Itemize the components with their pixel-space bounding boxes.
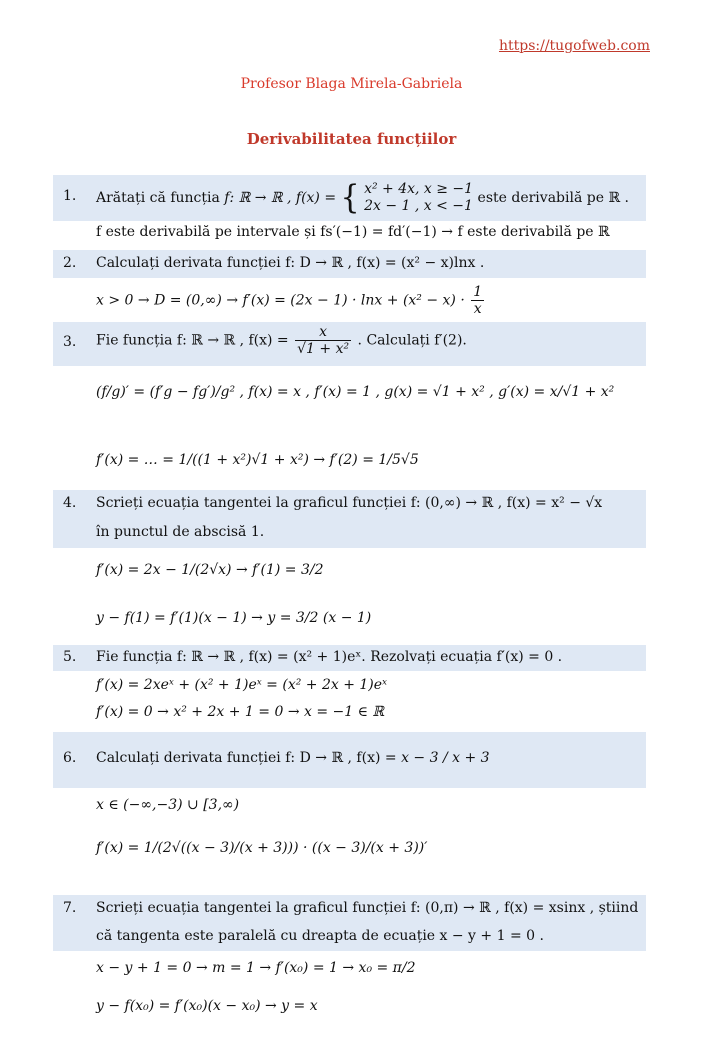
- problem-7: [53, 895, 646, 951]
- answer-7-tangent: y − f(x₀) = f′(x₀)(x − x₀) → y = x: [96, 998, 318, 1014]
- problem-1: [53, 175, 646, 221]
- problem-text-line-1: Scrieți ecuația tangentei la graficul funcției f: (0,π) → ℝ , f(x) = xsinx , știind: [96, 900, 639, 916]
- problem-2: [53, 250, 646, 278]
- problem-number: 6.: [63, 750, 77, 766]
- page-title: Derivabilitatea funcțiilor: [246, 130, 457, 148]
- problem-3: [53, 322, 646, 366]
- problem-text: Fie funcția f: ℝ → ℝ , f(x) = $\frac{x}{\text{√1 + x²}}$ . Calculați f′(2).: [96, 324, 467, 358]
- problem-number: 2.: [63, 255, 77, 271]
- problem-text-line-2: că tangenta este paralelă cu dreapta de ecuație x − y + 1 = 0 .: [96, 928, 544, 944]
- problem-number: 1.: [63, 188, 77, 204]
- answer-5-derivative: f′(x) = 2xeˣ + (x² + 1)eˣ = (x² + 2x + 1)eˣ: [96, 677, 388, 693]
- answer-4-derivative: f′(x) = 2x − 1/(2√x) → f′(1) = 3/2: [96, 562, 324, 578]
- answer-1: f este derivabilă pe intervale și fs′(−1) = fd′(−1) → f este derivabilă pe ℝ: [96, 224, 610, 240]
- problem-number: 4.: [63, 495, 77, 511]
- website-link[interactable]: https://tugofweb.com: [498, 38, 650, 54]
- problem-text: Calculați derivata funcției f: D → ℝ , f(x) = (x² − x)lnx .: [96, 255, 485, 271]
- answer-7-slope: x − y + 1 = 0 → m = 1 → f′(x₀) = 1 → x₀ = π/2: [96, 960, 416, 976]
- problem-6: [53, 732, 646, 788]
- answer-3-result: f′(x) = … = 1/((1 + x²)√1 + x²) → f′(2) = 1/5√5: [96, 452, 419, 468]
- problem-text: Calculați derivata funcției f: D → ℝ , f(x) = x − 3 / x + 3: [96, 750, 490, 766]
- answer-6-domain: x ∈ (−∞,−3) ∪ [3,∞): [96, 797, 240, 813]
- problem-text-line-1: Scrieți ecuația tangentei la graficul funcției f: (0,∞) → ℝ , f(x) = x² − √x: [96, 495, 603, 511]
- problem-number: 3.: [63, 334, 77, 350]
- author-name: Profesor Blaga Mirela-Gabriela: [240, 76, 463, 92]
- answer-6-derivative: f′(x) = 1/(2√((x − 3)/(x + 3))) · ((x − 3)/(x + 3))′: [96, 840, 428, 856]
- answer-3-rule: (f/g)′ = (f′g − fg′)/g² , f(x) = x , f′(x) = 1 , g(x) = √1 + x² , g′(x) = x/√1 + x²: [96, 384, 615, 400]
- problem-number: 7.: [63, 900, 77, 916]
- problem-5: [53, 645, 646, 671]
- problem-text: Arătați că funcția f: ℝ → ℝ , f(x) = { x² + 4x, x ≥ −1 2x − 1 , x < −1 este derivabilă pe ℝ .: [96, 178, 629, 217]
- answer-5-solution: f′(x) = 0 → x² + 2x + 1 = 0 → x = −1 ∈ ℝ: [96, 704, 385, 720]
- problem-text: Fie funcția f: ℝ → ℝ , f(x) = (x² + 1)eˣ. Rezolvați ecuația f′(x) = 0 .: [96, 649, 563, 665]
- answer-4-tangent: y − f(1) = f′(1)(x − 1) → y = 3/2 (x − 1): [96, 610, 372, 626]
- problem-text-line-2: în punctul de abscisă 1.: [96, 524, 265, 540]
- answer-2: x > 0 → D = (0,∞) → f′(x) = (2x − 1) · lnx + (x² − x) · $\frac{1}{x}$: [96, 284, 483, 318]
- problem-4: [53, 490, 646, 548]
- problem-number: 5.: [63, 649, 77, 665]
